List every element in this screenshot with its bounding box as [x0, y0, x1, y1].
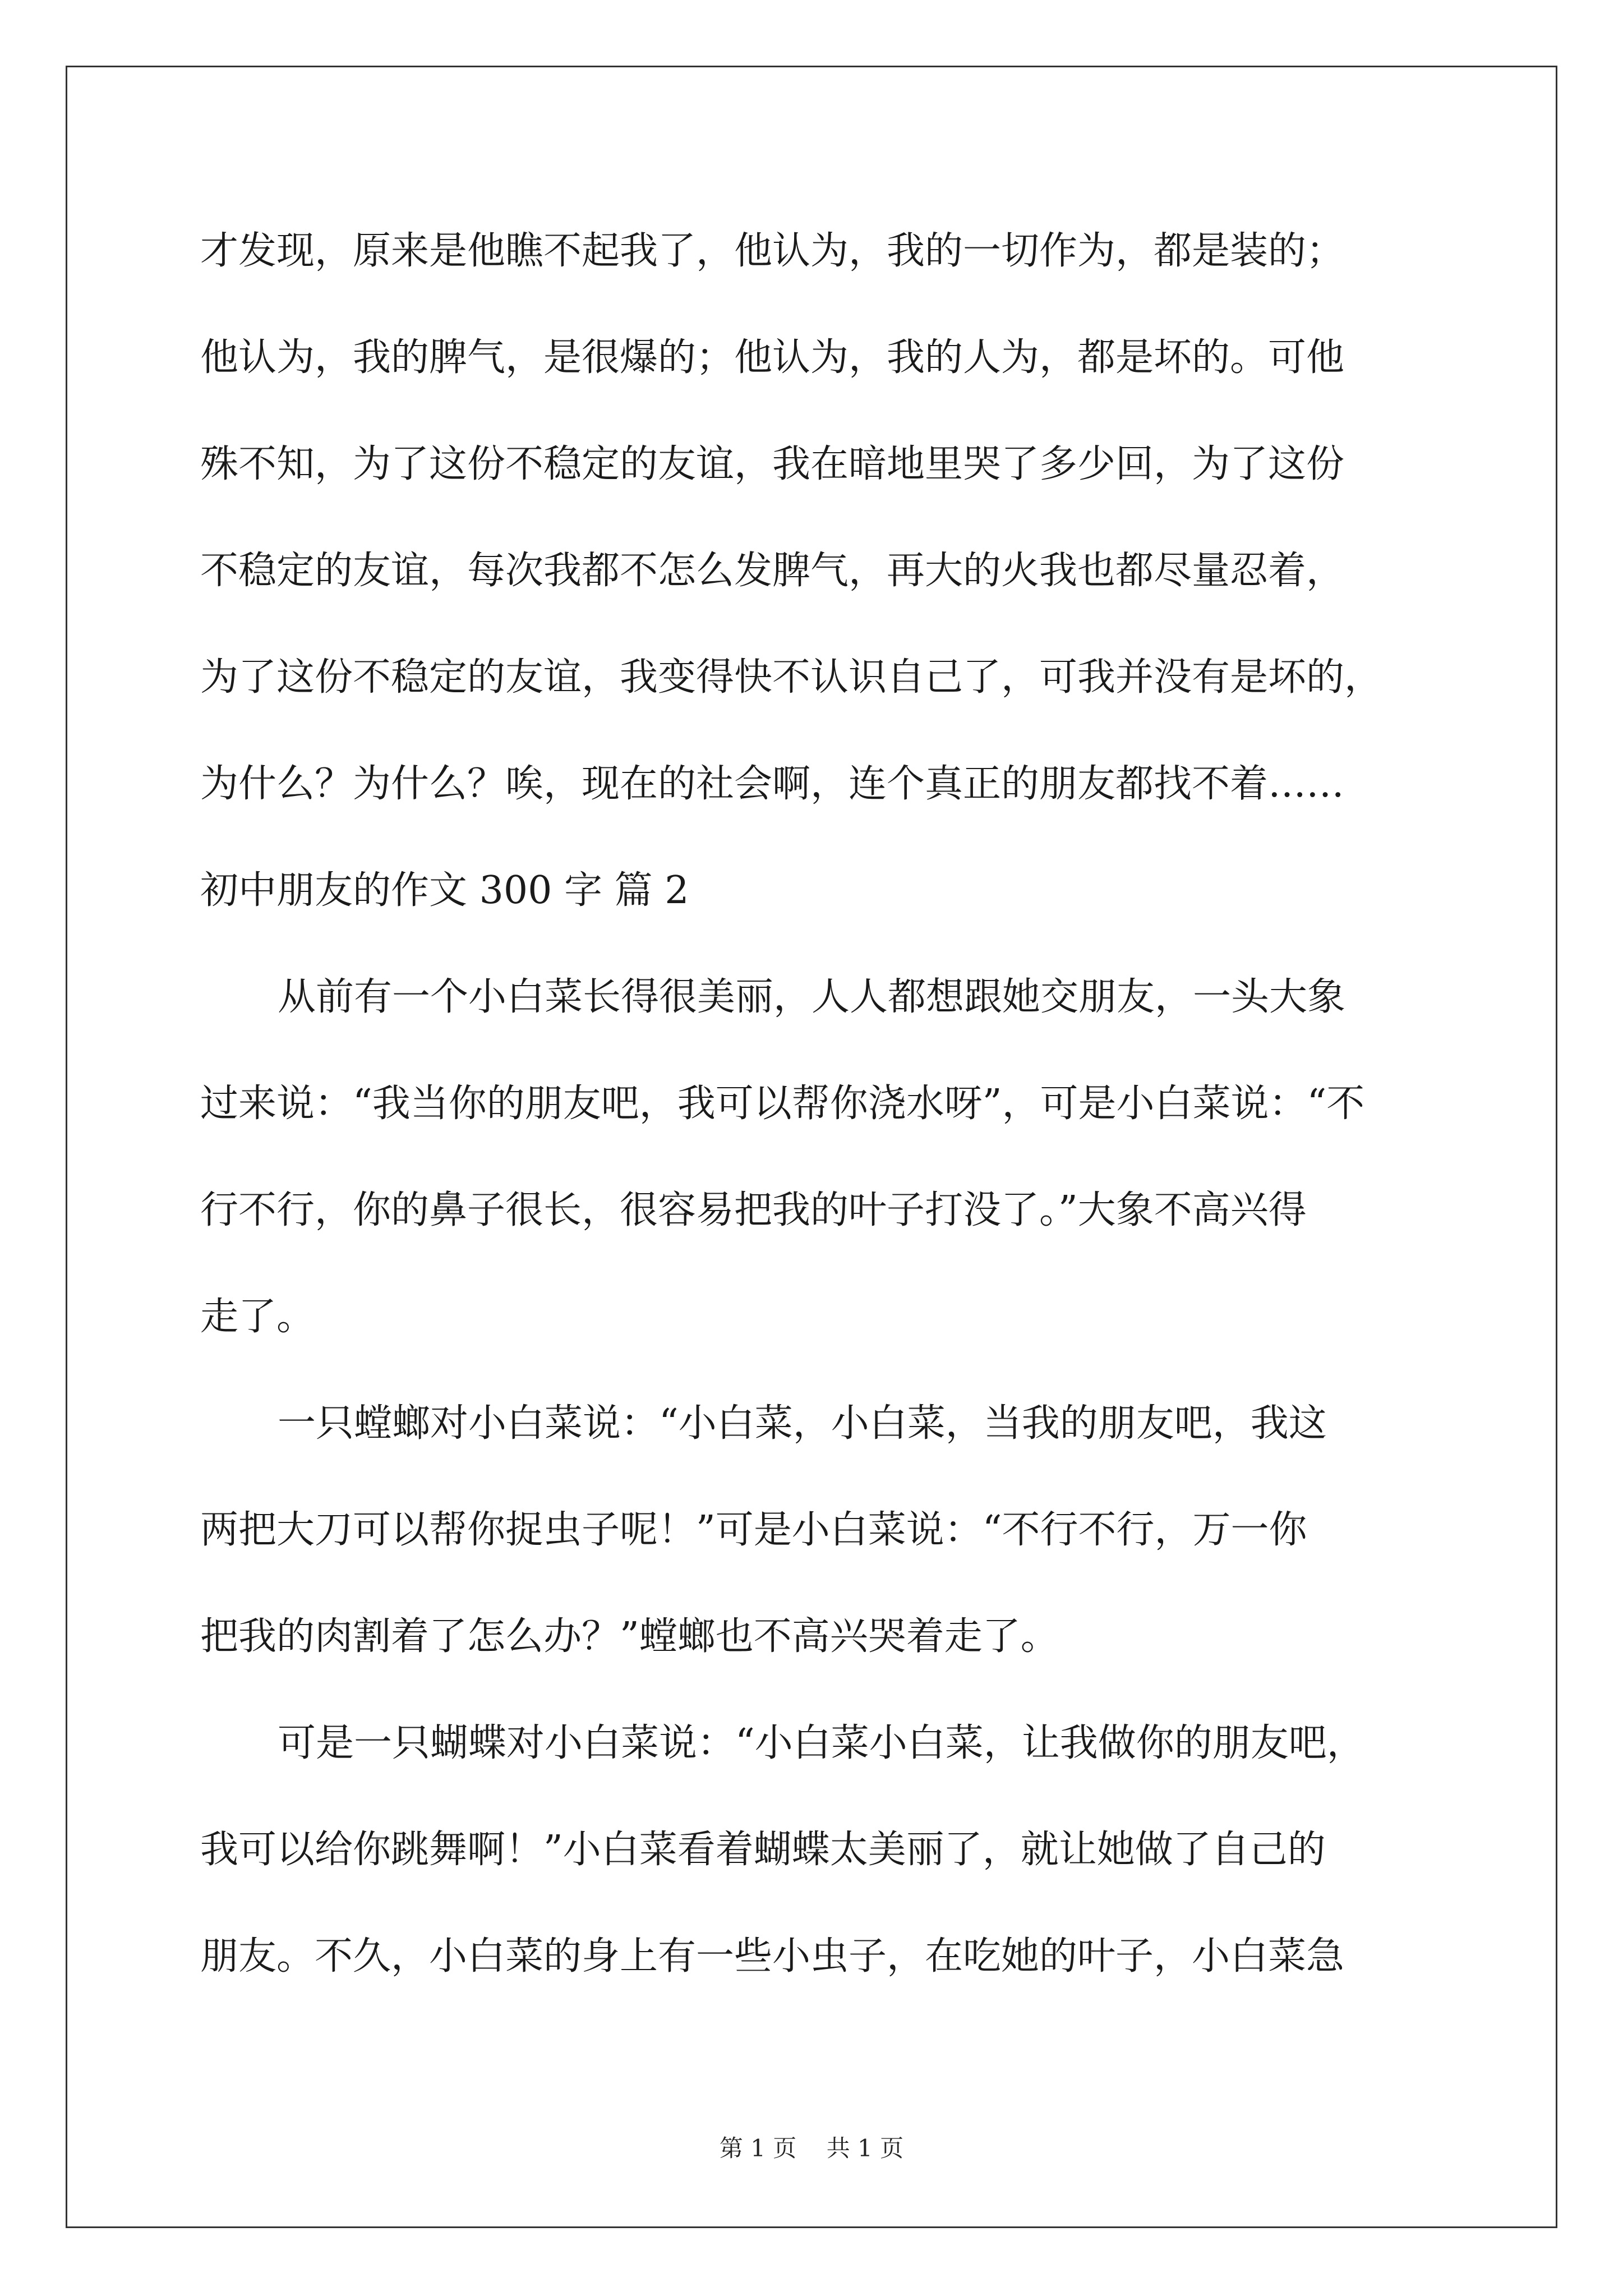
text-line: 两把大刀可以帮你捉虫子呢！”可是小白菜说：“不行不行，万一你 [200, 1508, 1307, 1552]
page-number-footer: 第 1 页 共 1 页 [719, 2134, 904, 2162]
text-line: 为了这份不稳定的友谊，我变得快不认识自己了，可我并没有是坏的， [200, 655, 1383, 700]
text-line: 才发现，原来是他瞧不起我了，他认为，我的一切作为，都是装的； [200, 229, 1345, 273]
text-line: 把我的肉割着了怎么办？”螳螂也不高兴哭着走了。 [200, 1614, 1059, 1659]
paragraph-first-line: 一只螳螂对小白菜说：“小白菜，小白菜，当我的朋友吧，我这 [278, 1401, 1327, 1446]
page-border [66, 66, 1557, 2228]
text-line: 为什么？为什么？唉，现在的社会啊，连个真正的朋友都找不着…… [200, 762, 1345, 806]
text-line: 走了。 [200, 1295, 315, 1339]
text-line: 他认为，我的脾气，是很爆的；他认为，我的人为，都是坏的。可他 [200, 335, 1345, 380]
text-line: 过来说：“我当你的朋友吧，我可以帮你浇水呀”，可是小白菜说：“不 [200, 1082, 1365, 1126]
section-heading: 初中朋友的作文 300 字 篇 2 [200, 868, 689, 913]
text-line: 殊不知，为了这份不稳定的友谊，我在暗地里哭了多少回，为了这份 [200, 442, 1345, 486]
text-line: 行不行，你的鼻子很长，很容易把我的叶子打没了。”大象不高兴得 [200, 1188, 1307, 1232]
text-line: 朋友。不久，小白菜的身上有一些小虫子，在吃她的叶子，小白菜急 [200, 1934, 1345, 1978]
text-line: 我可以给你跳舞啊！”小白菜看着蝴蝶太美丽了，就让她做了自己的 [200, 1828, 1326, 1872]
paragraph-first-line: 从前有一个小白菜长得很美丽，人人都想跟她交朋友，一头大象 [278, 975, 1346, 1019]
paragraph-first-line: 可是一只蝴蝶对小白菜说：“小白菜小白菜，让我做你的朋友吧， [278, 1721, 1365, 1765]
text-line: 不稳定的友谊，每次我都不怎么发脾气，再大的火我也都尽量忍着， [200, 549, 1345, 593]
